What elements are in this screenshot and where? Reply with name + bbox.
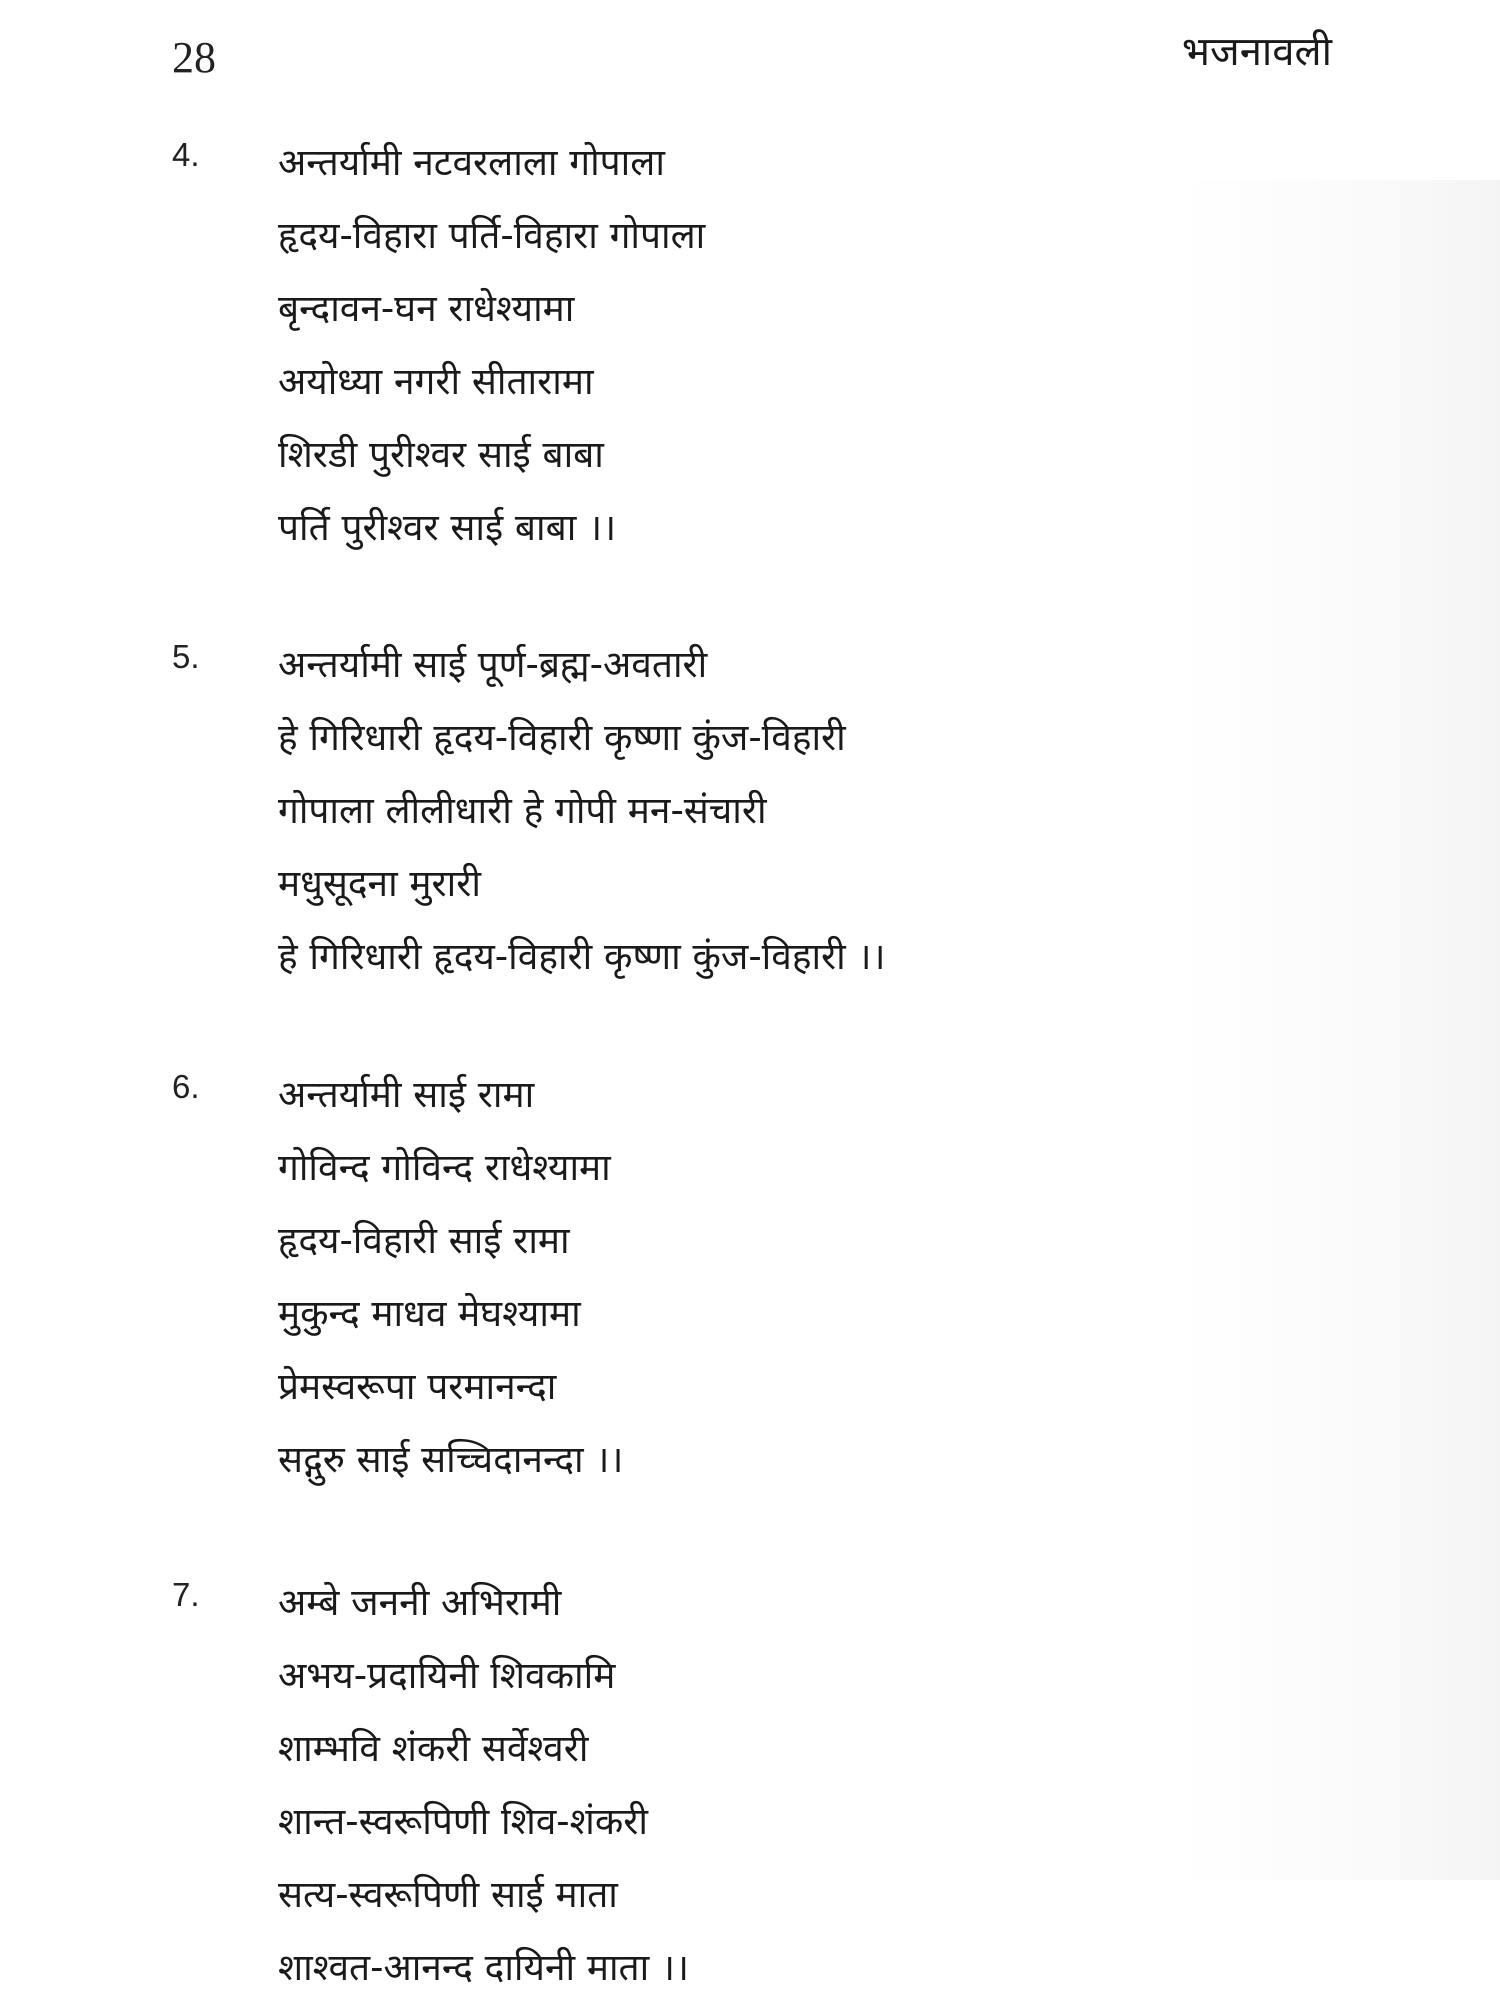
verse-line: अन्तर्यामी साई रामा	[278, 1073, 535, 1116]
verse-number: 7.	[172, 1576, 200, 1613]
verse-line: अन्तर्यामी नटवरलाला गोपाला	[278, 141, 665, 184]
verse-lines	[278, 628, 886, 993]
verse-line: अभय-प्रदायिनी शिवकामि	[278, 1654, 616, 1697]
verse-line: अन्तर्यामी साई पूर्ण-ब्रह्म-अवतारी	[278, 643, 708, 686]
verse-line: गोविन्द गोविन्द राधेश्यामा	[278, 1146, 611, 1189]
verse-line: सत्य-स्वरूपिणी साई माता	[278, 1873, 618, 1916]
verse-line: सद्गुरु साई सच्चिदानन्दा ।।	[278, 1438, 624, 1481]
verse-lines	[278, 1566, 689, 2004]
verse-line: हे गिरिधारी हृदय-विहारी कृष्णा कुंज-विहारी ।।	[278, 935, 886, 978]
verse-line: मधुसूदना मुरारी	[278, 862, 481, 905]
verse-number: 5.	[172, 638, 200, 675]
verse-line: शाम्भवि शंकरी सर्वेश्वरी	[278, 1727, 589, 1770]
verse-line: पर्ति पुरीश्वर साई बाबा ।।	[278, 506, 617, 549]
verse-line: शिरडी पुरीश्वर साई बाबा	[278, 433, 604, 476]
verse-line: मुकुन्द माधव मेघश्यामा	[278, 1292, 581, 1335]
verse-line: हे गिरिधारी हृदय-विहारी कृष्णा कुंज-विहारी	[278, 716, 846, 759]
verse-line: अम्बे जननी अभिरामी	[278, 1581, 562, 1624]
verse-line: शाश्वत-आनन्द दायिनी माता ।।	[278, 1946, 690, 1989]
verse-number: 4.	[172, 136, 200, 173]
page-number: 28	[172, 33, 216, 82]
verse-line: हृदय-विहारी साई रामा	[278, 1219, 570, 1262]
verse-lines	[278, 1058, 623, 1496]
verse-line: हृदय-विहारा पर्ति-विहारा गोपाला	[278, 214, 706, 257]
verse-line: बृन्दावन-घन राधेश्यामा	[278, 287, 575, 330]
facing-page-bleed-through	[1180, 180, 1500, 1880]
verse-line: अयोध्या नगरी सीतारामा	[278, 360, 594, 403]
verse-number: 6.	[172, 1068, 200, 1105]
running-head-title: भजनावली	[1181, 29, 1332, 75]
verse-line: प्रेमस्वरूपा परमानन्दा	[278, 1365, 557, 1408]
verse-lines	[278, 126, 705, 564]
verse-line: शान्त-स्वरूपिणी शिव-शंकरी	[278, 1800, 648, 1843]
verse-line: गोपाला लीलीधारी हे गोपी मन-संचारी	[278, 789, 767, 832]
